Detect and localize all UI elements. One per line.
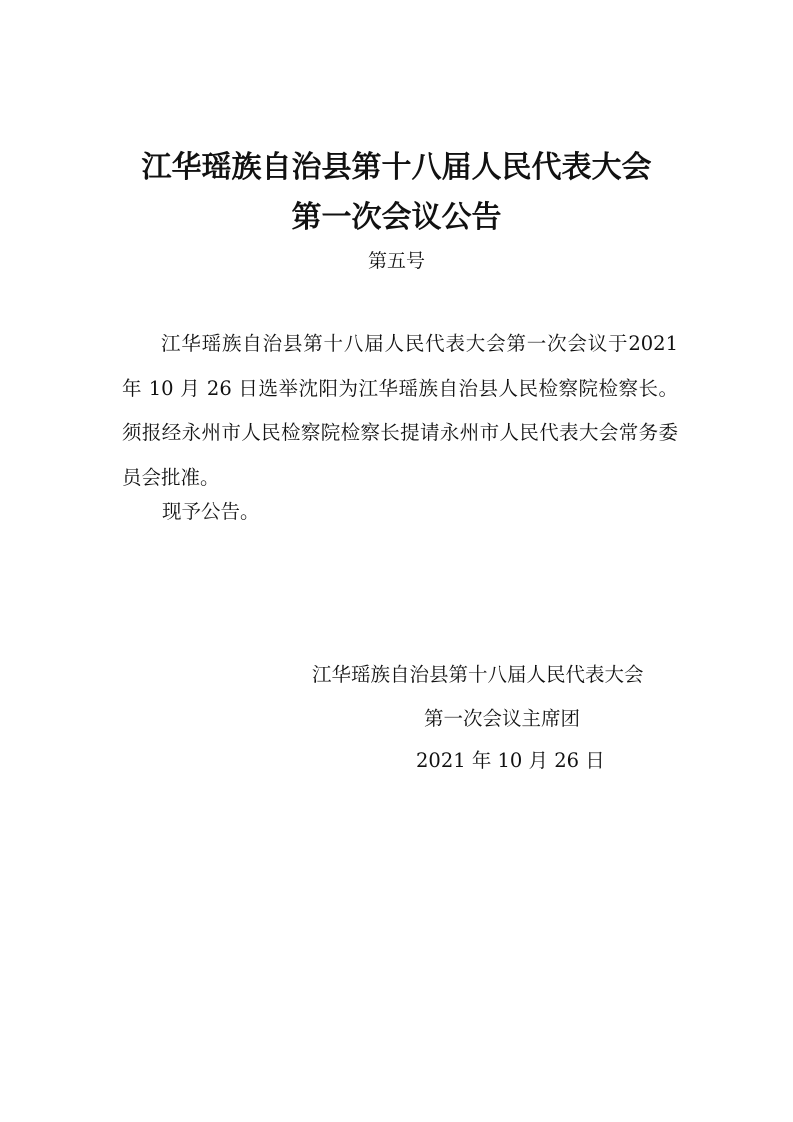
announcement-body: 江华瑶族自治县第十八届人民代表大会第一次会议于2021 年 10 月 26 日选举沈阳为江华瑶族自治县人民检察院检察长。须报经永州市人民检察院检察长提请永州市人民代表大会常务委员会批准。 <box>122 332 678 489</box>
document-title-line-2: 第一次会议公告 <box>291 200 502 235</box>
announcement-closing: 现予公告。 <box>162 500 260 523</box>
announcement-number: 第五号 <box>367 250 425 272</box>
issuer-line-1: 江华瑶族自治县第十八届人民代表大会 <box>312 663 644 686</box>
document-title-line-1: 江华瑶族自治县第十八届人民代表大会 <box>141 150 652 185</box>
issuer-line-2: 第一次会议主席团 <box>424 707 581 730</box>
issue-date: 2021 年 10 月 26 日 <box>416 749 605 772</box>
